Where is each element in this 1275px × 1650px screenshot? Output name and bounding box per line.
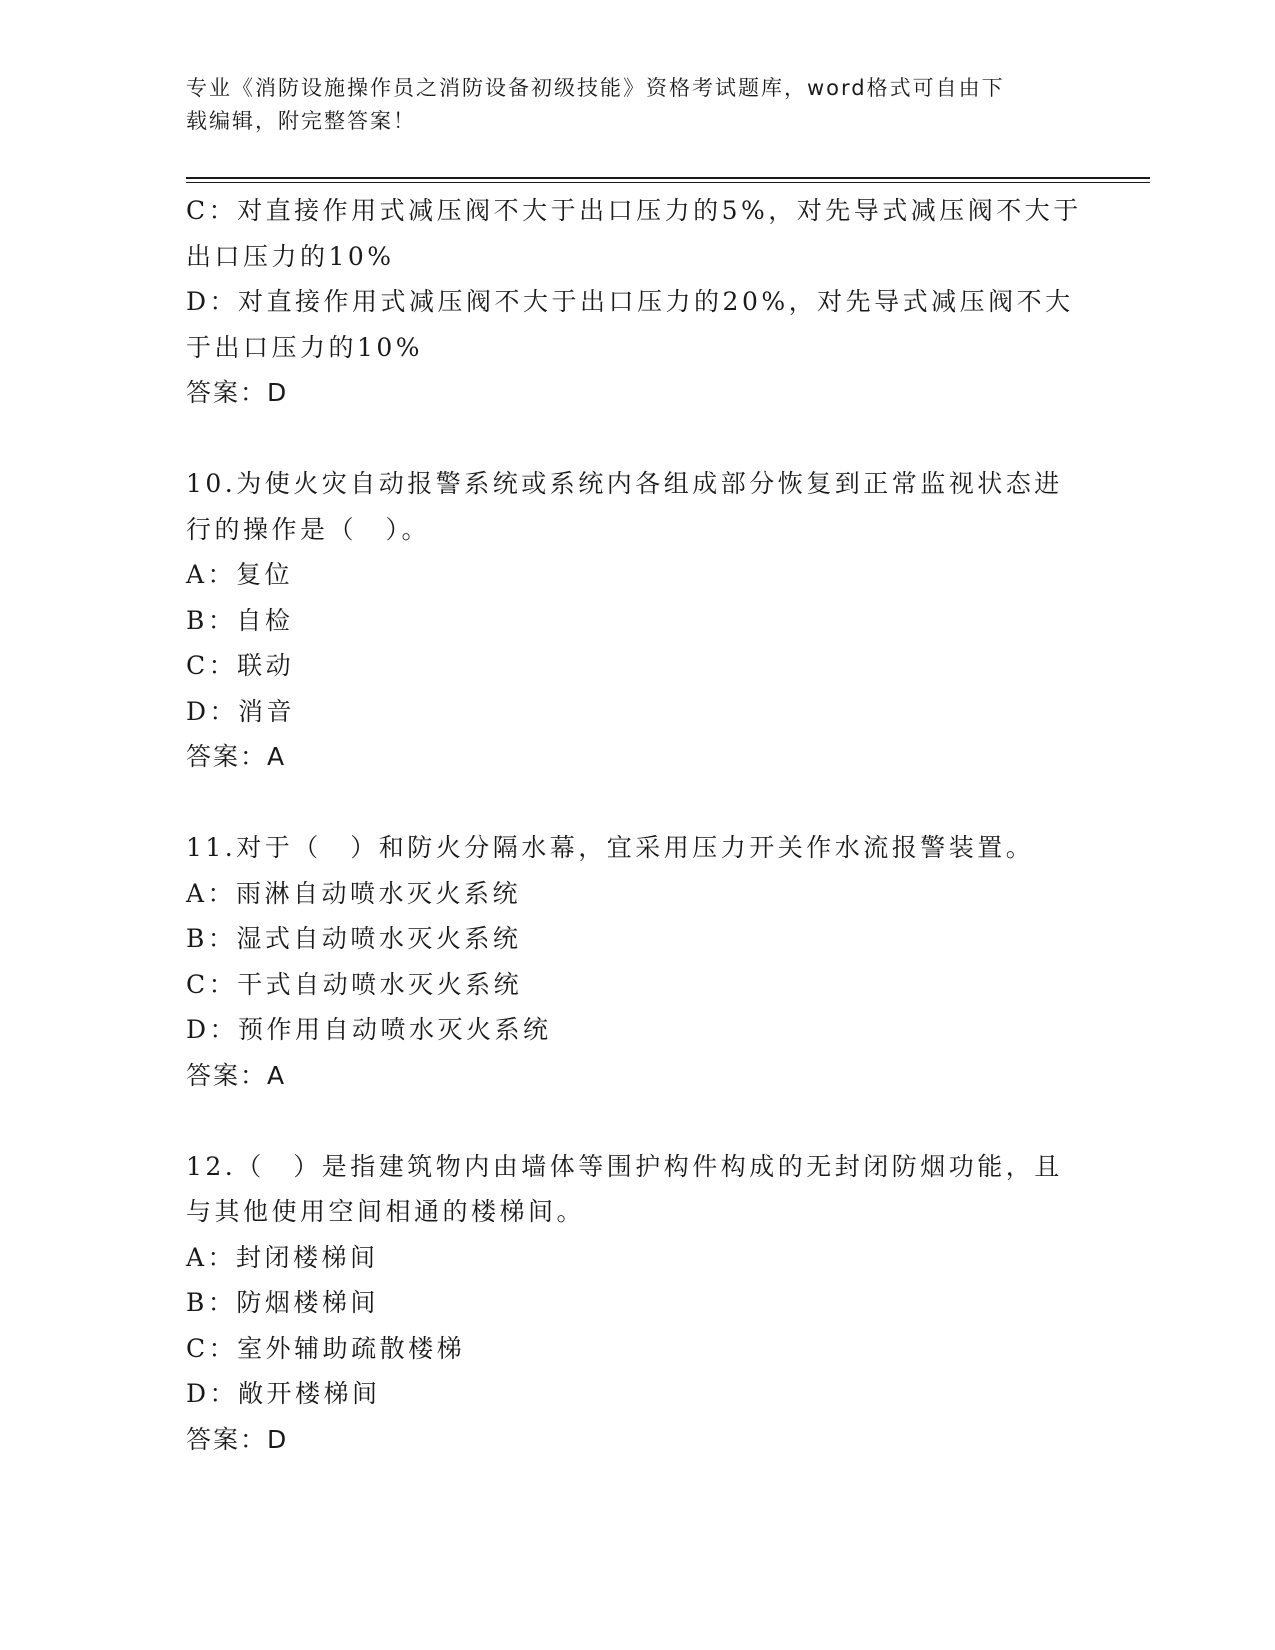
question-9	[186, 188, 1086, 416]
option-d: D：消音	[186, 696, 296, 726]
option-d-continued: 于出口压力的10%	[186, 332, 424, 362]
answer: 答案：A	[186, 742, 287, 771]
header-divider-thick	[186, 177, 1150, 179]
option-d: D：对直接作用式减压阀不大于出口压力的20%，对先导式减压阀不大	[186, 287, 1074, 316]
question-list	[186, 188, 1086, 1462]
question-stem-continued: 与其他使用空间相通的楼梯间。	[186, 1197, 586, 1226]
spacer	[186, 1098, 1086, 1144]
option-c: C：室外辅助疏散楼梯	[186, 1333, 466, 1363]
option-b: B：湿式自动喷水灭火系统	[186, 924, 522, 953]
option-b: B：防烟楼梯间	[186, 1288, 379, 1317]
question-11	[186, 825, 1086, 1098]
question-10	[186, 461, 1086, 780]
spacer	[186, 780, 1086, 826]
option-a: A：雨淋自动喷水灭火系统	[186, 878, 522, 908]
option-c: C：联动	[186, 651, 295, 680]
spacer	[186, 416, 1086, 462]
answer: 答案：A	[186, 1060, 287, 1090]
header-line-1: 专业《消防设施操作员之消防设备初级技能》资格考试题库，word格式可自由下	[186, 76, 1005, 100]
option-d: D：敞开楼梯间	[186, 1379, 381, 1408]
option-c: C：对直接作用式减压阀不大于出口压力的5%，对先导式减压阀不大于	[186, 196, 1082, 225]
document-header	[186, 72, 1066, 138]
question-stem-continued: 行的操作是（ ）。	[186, 514, 431, 544]
option-a: A：封闭楼梯间	[186, 1242, 379, 1272]
question-stem: 10.为使火灾自动报警系统或系统内各组成部分恢复到正常监视状态进	[186, 469, 1063, 498]
option-d: D：预作用自动喷水灭火系统	[186, 1015, 552, 1044]
option-b: B：自检	[186, 605, 294, 635]
option-c-continued: 出口压力的10%	[186, 241, 395, 271]
option-c: C：干式自动喷水灭火系统	[186, 969, 523, 999]
answer: 答案：D	[186, 1424, 289, 1454]
option-a: A：复位	[186, 560, 294, 589]
header-line-2: 载编辑，附完整答案！	[186, 109, 416, 133]
question-12	[186, 1144, 1086, 1463]
question-stem: 12.（ ）是指建筑物内由墙体等围护构件构成的无封闭防烟功能，且	[186, 1151, 1063, 1181]
answer: 答案：D	[186, 378, 289, 407]
question-stem: 11.对于（ ）和防火分隔水幕，宜采用压力开关作水流报警装置。	[186, 833, 1035, 862]
header-divider-thin	[186, 182, 1150, 183]
